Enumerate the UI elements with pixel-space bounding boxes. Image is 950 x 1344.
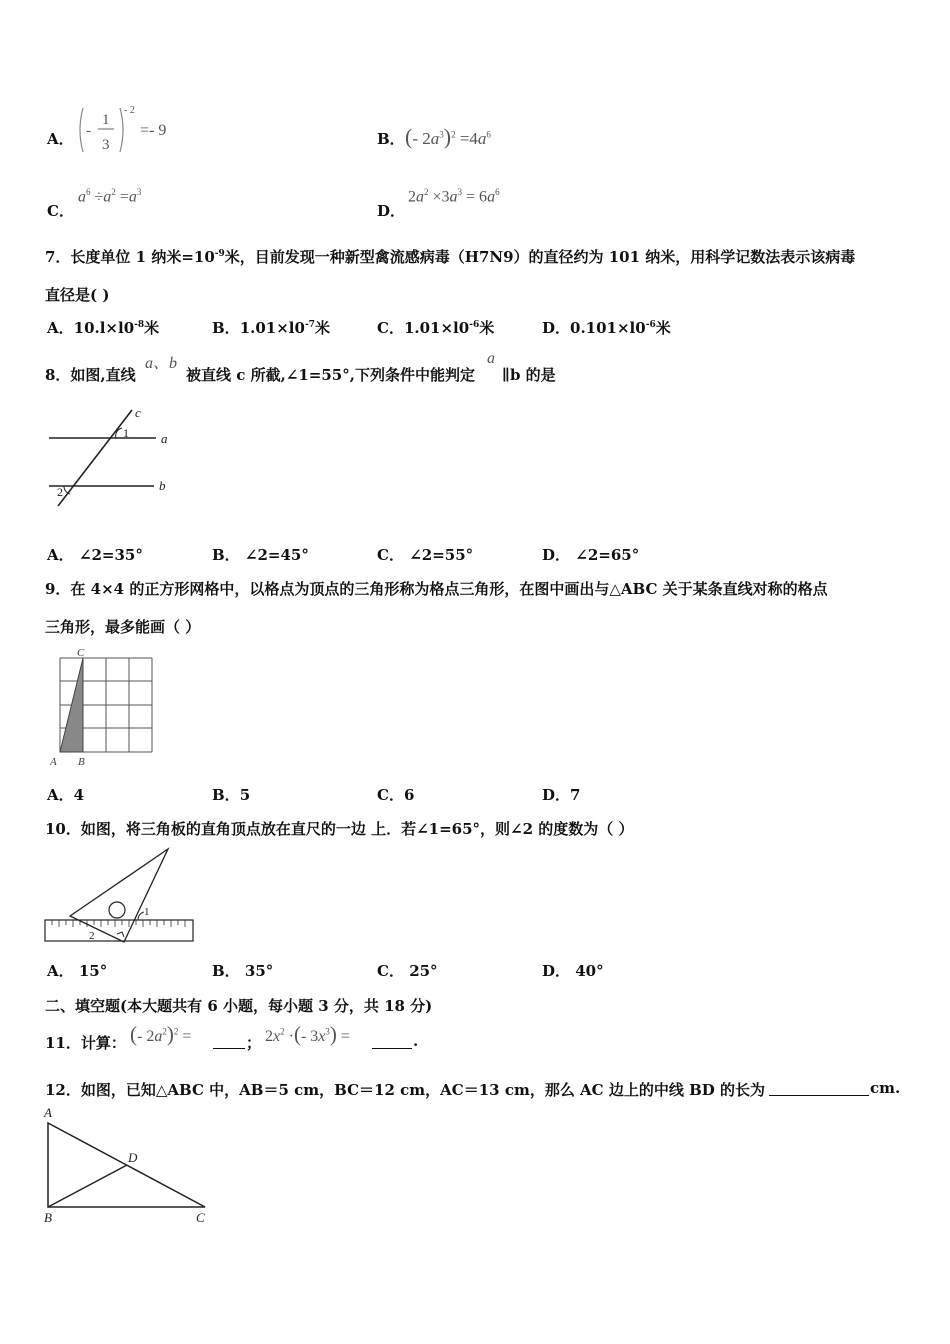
q7-option-c: C．$1.01\times l0^{-6}$米	[377, 319, 495, 337]
label-b: B	[44, 1210, 52, 1225]
q9-stem-line1: 9．在 4×4 的正方形网格中，以格点为顶点的三角形称为格点三角形，在图中画出与△ABC 关于某条直线对称的格点	[45, 580, 828, 598]
q8-stem-post: ∥b 的是	[502, 366, 556, 384]
q8-option-b: B． ∠2=45°	[212, 546, 309, 564]
q6-option-d-label: D．	[377, 202, 406, 220]
q10-option-a: A． 15°	[47, 962, 108, 980]
q8-stem-mid: 被直线 c 所截,∠1=55°,下列条件中能判定	[186, 366, 475, 384]
label-b: b	[159, 478, 166, 493]
q11-label: 11．计算：	[45, 1034, 126, 1052]
label-1: 1	[144, 906, 150, 918]
q10-stem: 10．如图，将三角板的直角顶点放在直尺的一边 上．若∠1=65°，则∠2 的度数为（ ）	[45, 820, 634, 838]
q11-blank-2[interactable]	[372, 1034, 412, 1049]
label-2: 2	[57, 485, 63, 499]
q10-figure-ruler-triangle	[44, 846, 196, 946]
q8-stem-a: a	[487, 350, 495, 367]
q7-option-d: D．$0.101\times l0^{-6}$米	[542, 319, 671, 337]
q12-blank[interactable]	[769, 1081, 869, 1096]
label-a: a	[161, 431, 168, 446]
q10-option-d: D． 40°	[542, 962, 604, 980]
q7-option-a: A．$10.l\times l0^{-8}$米	[47, 319, 160, 337]
q6-a-denominator: 3	[102, 137, 110, 153]
q6-option-b-expr: (- $2a^3)^2 =4a^6$	[405, 124, 491, 149]
q7-stem-line1: 7．长度单位 1 纳米$=10^{-9}$米，目前发现一种新型禽流感病毒（H7N9）的直径约为 101 纳米，用科学记数法表示该病毒	[45, 248, 856, 266]
q7-option-b: B．$1.01\times l0^{-7}$米	[212, 319, 330, 337]
label-a: A	[50, 756, 57, 768]
q6-option-a-label: A．	[47, 130, 74, 148]
q6-a-rhs: =- 9	[140, 122, 167, 139]
q10-option-b: B． 35°	[212, 962, 274, 980]
label-d: D	[128, 1150, 138, 1165]
q9-option-b: B．5	[212, 786, 251, 804]
q9-stem-line2: 三角形，最多能画（ ）	[45, 618, 201, 636]
q8-option-a: A． ∠2=35°	[47, 546, 143, 564]
q6-a-minus: -	[86, 123, 91, 139]
q6-option-a-formula	[76, 104, 186, 156]
q7-stem-line2: 直径是( )	[45, 286, 110, 304]
label-b: B	[78, 756, 85, 768]
q12-unit: cm.	[870, 1079, 901, 1097]
label-c: C	[196, 1210, 205, 1225]
q12-figure-triangle	[42, 1104, 217, 1228]
q11-blank-1[interactable]	[213, 1034, 245, 1049]
label-c: c	[135, 405, 141, 420]
label-a: A	[44, 1105, 52, 1120]
q11-separator: ；	[246, 1034, 262, 1052]
q9-option-c: C．6	[377, 786, 415, 804]
q6-option-d-expr: $2a^2 \times 3a^3 = 6a^6$	[408, 187, 500, 206]
q8-option-d: D． ∠2=65°	[542, 546, 640, 564]
q6-option-b-label: B．	[377, 130, 405, 148]
q10-option-c: C． 25°	[377, 962, 438, 980]
q6-option-a-expr	[76, 104, 186, 156]
q6-a-exponent: - 2	[124, 105, 135, 116]
q6-option-c-expr: $a^6 \div a^2 =a^3$	[78, 187, 142, 206]
q9-option-a: A．4	[47, 786, 85, 804]
label-c: C	[77, 647, 85, 659]
q11-expr1: (- $2a^2)^2$ =	[130, 1022, 192, 1046]
q6-option-c-label: C．	[47, 202, 74, 220]
q6-a-numerator: 1	[102, 112, 110, 128]
q9-figure-grid	[46, 646, 158, 770]
q8-option-c: C． ∠2=55°	[377, 546, 474, 564]
line-c	[58, 410, 132, 506]
label-1: 1	[123, 426, 129, 440]
q11-end: .	[413, 1032, 419, 1050]
median-bd	[48, 1165, 127, 1207]
q11-expr2: $2x^2$ ·(- $3x^3$) =	[265, 1022, 350, 1046]
label-2: 2	[89, 930, 95, 942]
q8-stem-ab: a、b	[145, 355, 178, 372]
section2-heading: 二、填空题(本大题共有 6 小题，每小题 3 分，共 18 分)	[45, 997, 433, 1015]
q8-figure-parallel-lines	[44, 404, 174, 514]
q12-stem: 12．如图，已知△ABC 中，AB＝5 cm，BC＝12 cm，AC＝13 cm，那么 AC 边上的中线 BD 的长为	[45, 1081, 765, 1099]
q9-option-d: D．7	[542, 786, 581, 804]
q8-stem-pre: 8．如图,直线	[45, 366, 136, 384]
